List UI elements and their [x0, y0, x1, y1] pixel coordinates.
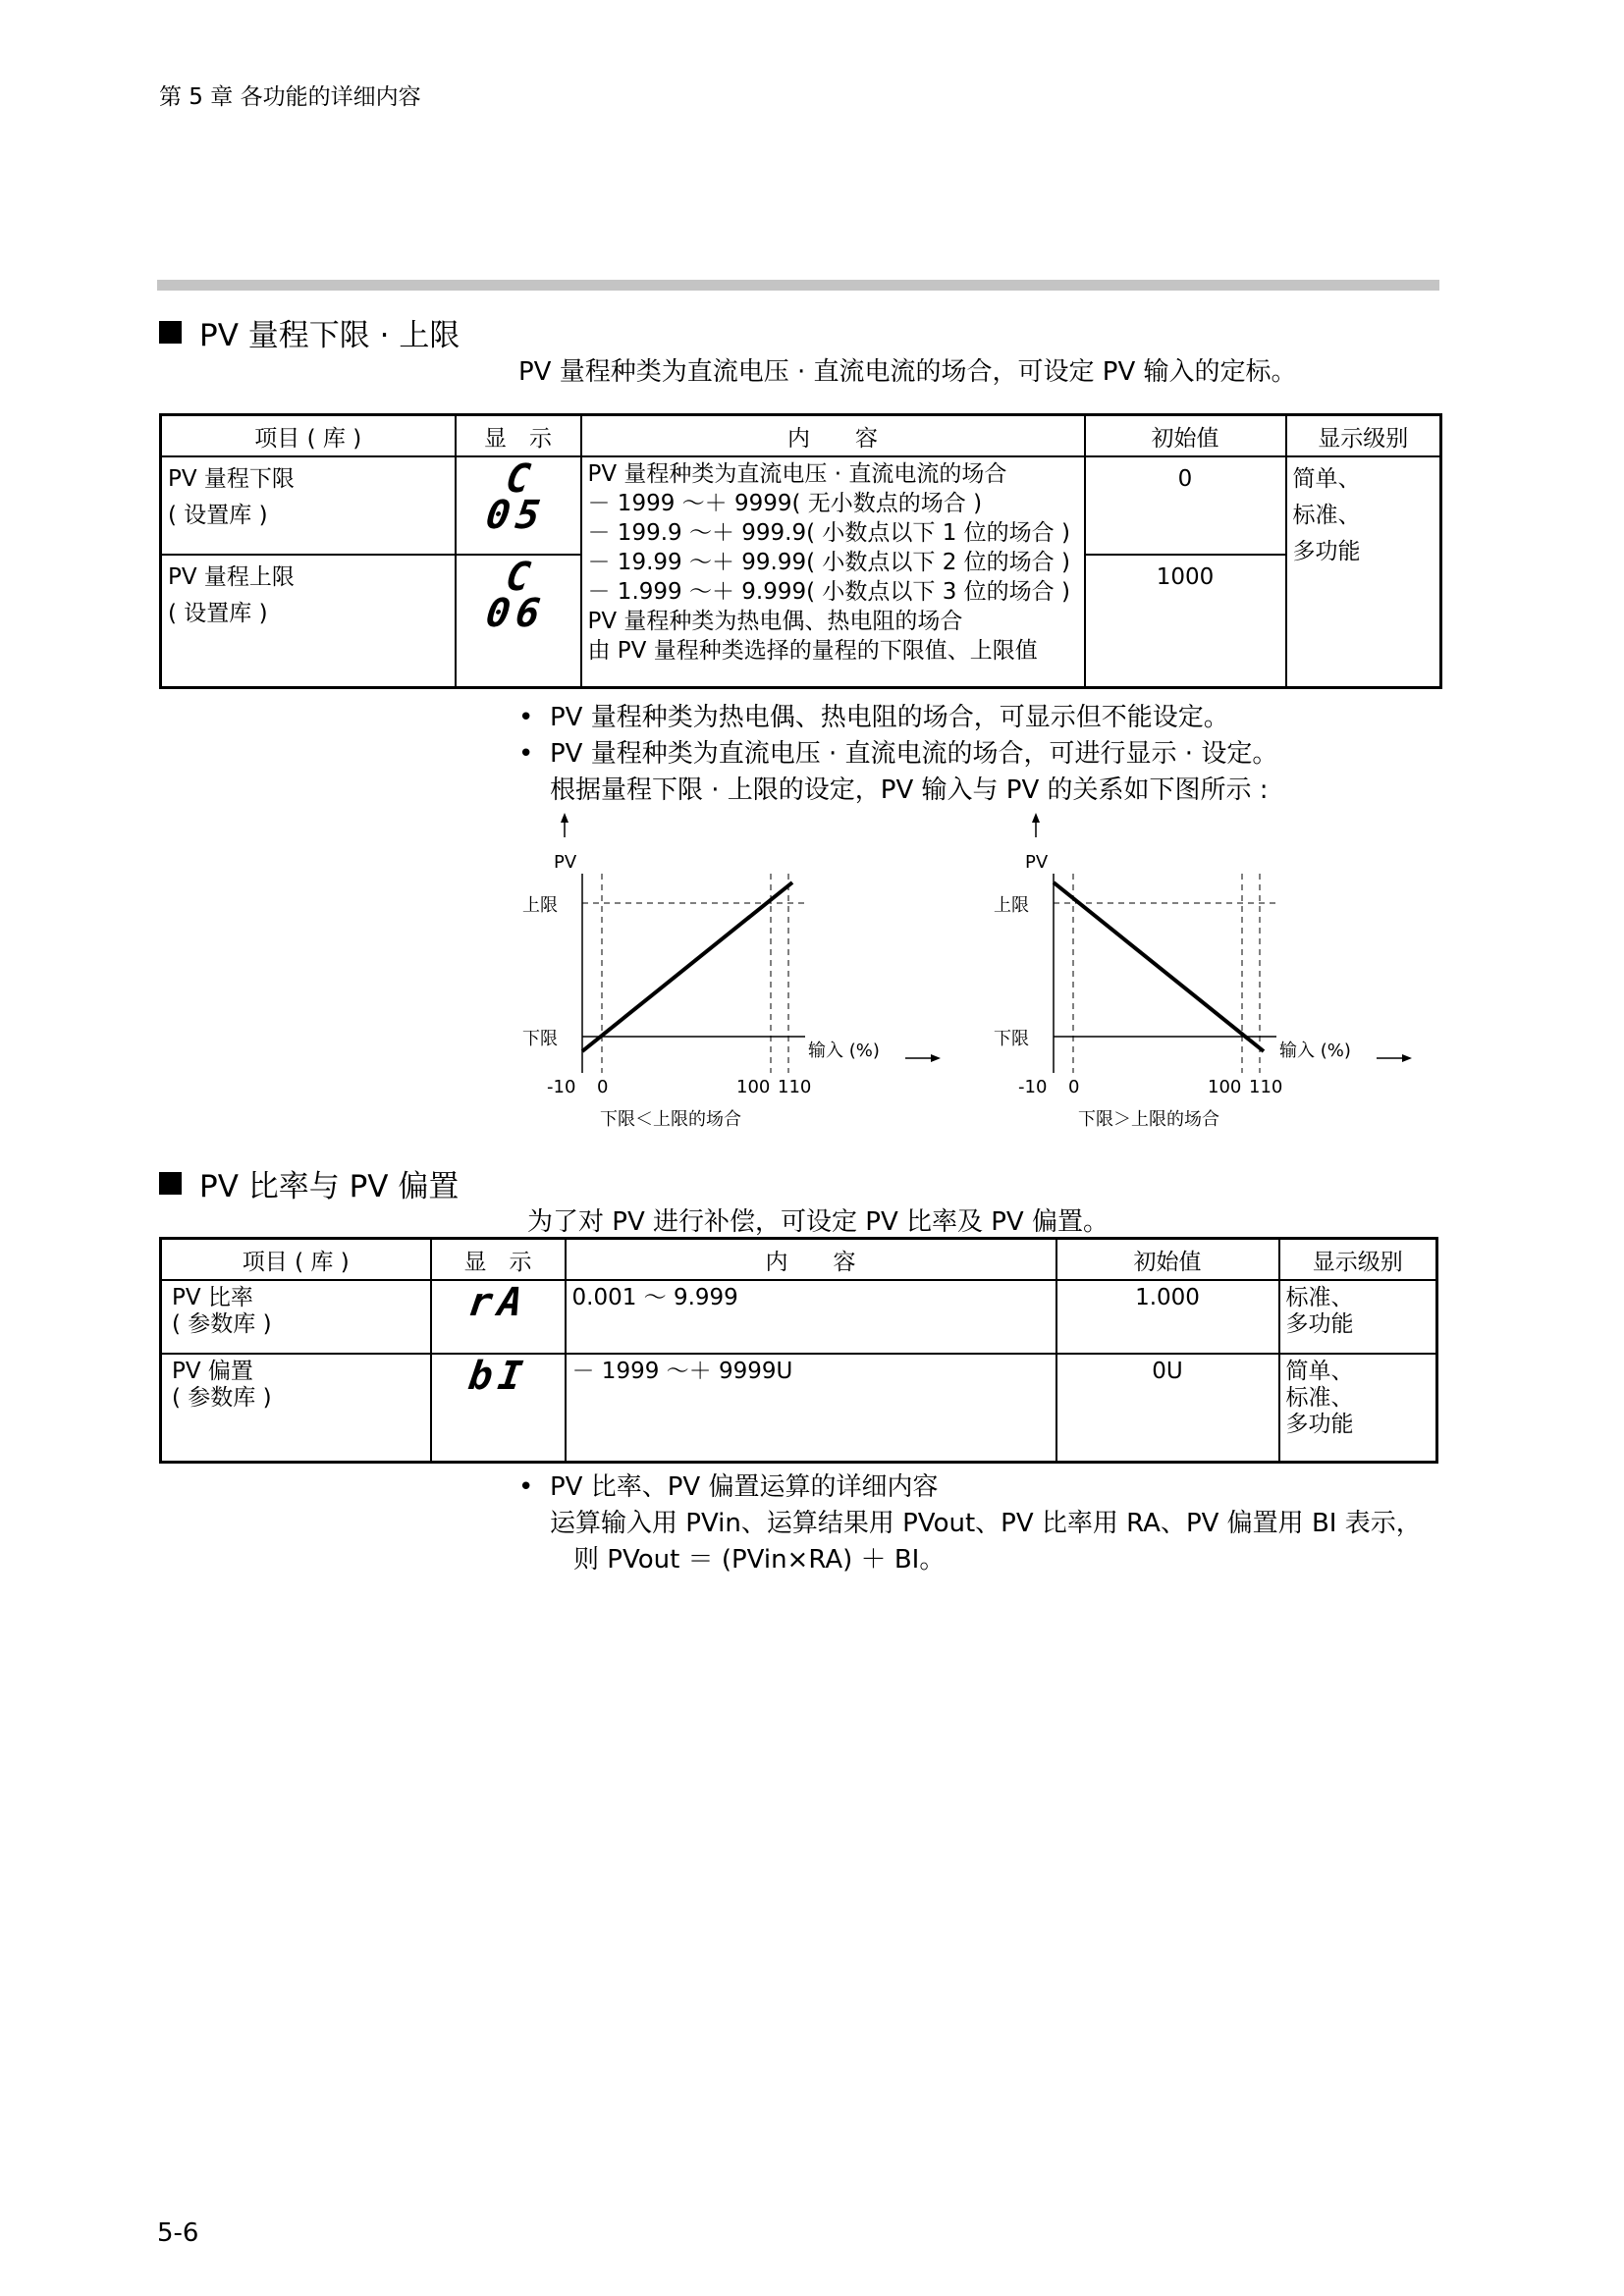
- content-line: PV 量程种类为直流电压 · 直流电流的场合: [587, 461, 1007, 487]
- content-line: 由 PV 量程种类选择的量程的下限值、上限值: [587, 638, 1038, 664]
- section1-notes: [518, 700, 1402, 809]
- upper-label: 上限: [994, 895, 1029, 916]
- square-bullet-icon: [159, 1172, 182, 1195]
- x-axis-label: 输入 (%): [1279, 1041, 1351, 1061]
- tick-label: 0: [1068, 1077, 1080, 1097]
- section-divider: [157, 280, 1439, 291]
- content-line: － 19.99 ～＋ 99.99( 小数点以下 2 位的场合 ): [587, 550, 1070, 575]
- table-row: [161, 1354, 1437, 1462]
- item-bank: ( 参数库 ): [172, 1311, 272, 1337]
- content-line: － 1999 ～＋ 9999( 无小数点的场合 ): [587, 491, 983, 516]
- header-content: 内 容: [581, 415, 1085, 457]
- tick-label: 100: [736, 1077, 771, 1097]
- item-name: PV 量程下限: [168, 466, 295, 492]
- level-line: 标准、: [1285, 1285, 1354, 1310]
- table-header-row: [161, 415, 1441, 457]
- section2-intro: 为了对 PV 进行补偿，可设定 PV 比率及 PV 偏置。: [527, 1207, 1109, 1237]
- bullet-item: • PV 量程种类为直流电压 · 直流电流的场合，可进行显示 · 设定。: [518, 736, 1402, 773]
- level-line: 多功能: [1285, 1412, 1354, 1437]
- header-display: 显 示: [456, 415, 581, 457]
- lower-label: 下限: [522, 1029, 558, 1049]
- level-cell: [1286, 456, 1441, 687]
- formula-description: 运算输入用 PVin、运算结果用 PVout、PV 比率用 RA、PV 偏置用 BI 表示，: [550, 1509, 1422, 1538]
- header-display: 显 示: [431, 1239, 566, 1281]
- table-row: [161, 1280, 1437, 1354]
- header-item: 项目 ( 库 ): [161, 415, 456, 457]
- graph-lower-lt-upper: [511, 813, 962, 1141]
- ratio-bias-table: [159, 1237, 1438, 1464]
- graph-caption: 下限＜上限的场合: [600, 1109, 741, 1130]
- table-row: [161, 456, 1441, 555]
- bullet-item: • PV 量程种类为热电偶、热电阻的场合，可显示但不能设定。: [518, 700, 1402, 736]
- graph-lower-gt-upper: [982, 813, 1434, 1141]
- pv-axis-label: PV: [554, 852, 577, 873]
- bullet-item: • PV 比率、PV 偏置运算的详细内容: [518, 1469, 1441, 1506]
- tick-label: 0: [597, 1077, 609, 1097]
- display-cell: [456, 555, 581, 687]
- display-cell: [456, 456, 581, 555]
- display-cell: [431, 1354, 566, 1462]
- header-content: 内 容: [566, 1239, 1056, 1281]
- level-line: 标准、: [1285, 1385, 1354, 1411]
- tick-label: 110: [778, 1077, 812, 1097]
- segment-display: C 06: [482, 555, 549, 636]
- tick-label: -10: [547, 1077, 576, 1097]
- segment-display: bI: [464, 1354, 531, 1399]
- section1-title-text: PV 量程下限 · 上限: [199, 318, 460, 353]
- page-number: 5-6: [157, 2218, 199, 2248]
- section2-title-text: PV 比率与 PV 偏置: [199, 1169, 460, 1204]
- x-axis-label: 输入 (%): [808, 1041, 880, 1061]
- level-line: 多功能: [1285, 1311, 1354, 1337]
- pv-axis-label: PV: [1025, 852, 1049, 873]
- section1-intro: PV 量程种类为直流电压 · 直流电流的场合，可设定 PV 输入的定标。: [518, 357, 1297, 387]
- display-cell: [431, 1280, 566, 1354]
- item-name: PV 比率: [172, 1285, 253, 1310]
- header-initial: 初始值: [1085, 415, 1286, 457]
- section2-notes: [518, 1469, 1441, 1578]
- level-line: 标准、: [1292, 503, 1361, 528]
- header-level: 显示级别: [1279, 1239, 1437, 1281]
- content-line: － 1.999 ～＋ 9.999( 小数点以下 3 位的场合 ): [587, 579, 1070, 605]
- item-cell: [161, 1354, 431, 1462]
- initial-cell: 1000: [1085, 555, 1286, 687]
- formula: 则 PVout ＝ (PVin×RA) ＋ BI。: [573, 1545, 946, 1575]
- bullet-continuation: 根据量程下限 · 上限的设定，PV 输入与 PV 的关系如下图所示 :: [550, 775, 1269, 805]
- level-line: 多功能: [1292, 539, 1361, 564]
- header-initial: 初始值: [1056, 1239, 1279, 1281]
- item-cell: [161, 1280, 431, 1354]
- graph-caption: 下限＞上限的场合: [1078, 1109, 1219, 1130]
- header-item: 项目 ( 库 ): [161, 1239, 431, 1281]
- item-bank: ( 参数库 ): [172, 1385, 272, 1411]
- section1-title: [159, 310, 460, 354]
- tick-label: 110: [1249, 1077, 1283, 1097]
- level-cell: [1279, 1354, 1437, 1462]
- item-bank: ( 设置库 ): [168, 503, 268, 528]
- tick-label: 100: [1208, 1077, 1242, 1097]
- item-bank: ( 设置库 ): [168, 601, 268, 626]
- level-line: 简单、: [1292, 466, 1361, 492]
- tick-label: -10: [1018, 1077, 1048, 1097]
- upper-label: 上限: [522, 895, 558, 916]
- item-cell: [161, 555, 456, 687]
- item-cell: [161, 456, 456, 555]
- content-line: PV 量程种类为热电偶、热电阻的场合: [587, 609, 963, 634]
- content-cell: 0.001 ～ 9.999: [566, 1280, 1056, 1354]
- level-cell: [1279, 1280, 1437, 1354]
- item-name: PV 偏置: [172, 1359, 253, 1384]
- range-table: [159, 413, 1442, 689]
- chapter-header: 第 5 章 各功能的详细内容: [159, 84, 421, 110]
- segment-display: C 05: [482, 456, 549, 538]
- initial-cell: 0U: [1056, 1354, 1279, 1462]
- segment-display: rA: [464, 1280, 531, 1325]
- level-line: 简单、: [1285, 1359, 1354, 1384]
- item-name: PV 量程上限: [168, 564, 295, 590]
- header-level: 显示级别: [1286, 415, 1441, 457]
- content-cell: [581, 456, 1085, 687]
- content-cell: － 1999 ～＋ 9999U: [566, 1354, 1056, 1462]
- section2-title: [159, 1161, 459, 1205]
- initial-cell: 0: [1085, 456, 1286, 555]
- table-header-row: [161, 1239, 1437, 1281]
- lower-label: 下限: [994, 1029, 1029, 1049]
- initial-cell: 1.000: [1056, 1280, 1279, 1354]
- content-line: － 199.9 ～＋ 999.9( 小数点以下 1 位的场合 ): [587, 520, 1070, 546]
- square-bullet-icon: [159, 321, 182, 344]
